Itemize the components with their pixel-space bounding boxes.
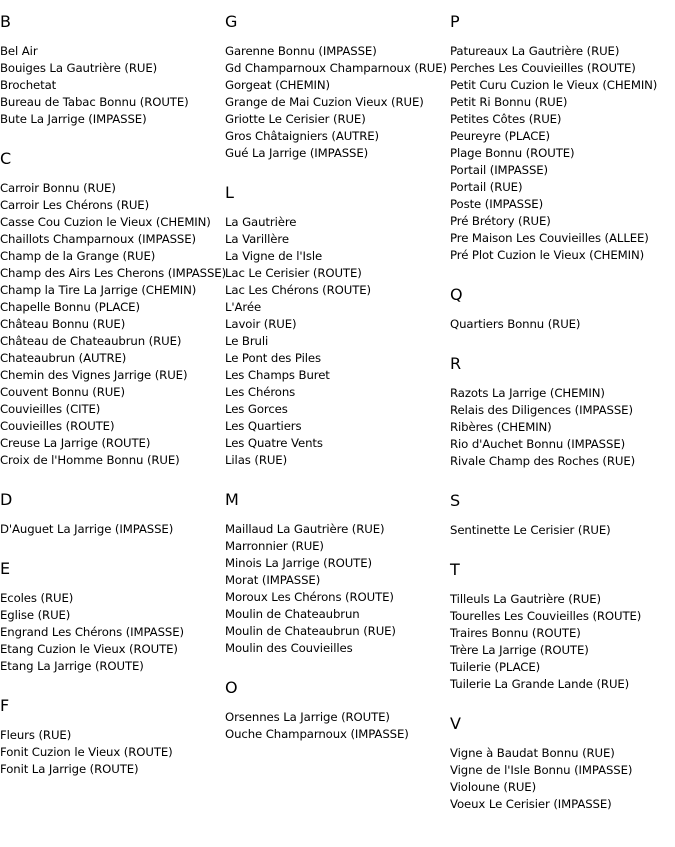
street-name: Pre Maison Les Couvieilles (ALLEE) (450, 231, 649, 245)
street-name: L'Arée (225, 300, 262, 314)
street-name: Traires Bonnu (ROUTE) (450, 626, 581, 640)
street-name: Etang Cuzion le Vieux (ROUTE) (0, 642, 178, 656)
street-name: Bouiges La Gautrière (RUE) (0, 61, 158, 75)
street-name: Château de Chateaubrun (RUE) (0, 334, 182, 348)
street-name: Voeux Le Cerisier (IMPASSE) (450, 797, 612, 811)
street-name: Brochetat (0, 78, 57, 92)
street-list (450, 316, 675, 333)
street-list (450, 591, 675, 693)
street-list (450, 522, 675, 539)
section-letter-heading: B (0, 12, 11, 31)
street-name: Marronnier (RUE) (225, 539, 324, 553)
street-name: Violoune (RUE) (450, 780, 537, 794)
street-list (450, 43, 675, 264)
letter-section (0, 693, 225, 778)
column-1 (0, 9, 225, 796)
street-list (225, 214, 450, 469)
street-name: Couvent Bonnu (RUE) (0, 385, 125, 399)
section-letter-heading: S (450, 491, 461, 510)
street-name: Eglise (RUE) (0, 608, 71, 622)
letter-section (450, 488, 675, 539)
street-name: Quartiers Bonnu (RUE) (450, 317, 581, 331)
street-name: Peureyre (PLACE) (450, 129, 551, 143)
street-name: Casse Cou Cuzion le Vieux (CHEMIN) (0, 215, 211, 229)
street-name: D'Auguet La Jarrige (IMPASSE) (0, 522, 174, 536)
street-name: Gd Champarnoux Champarnoux (RUE) (225, 61, 447, 75)
street-name: Poste (IMPASSE) (450, 197, 544, 211)
street-name: Chapelle Bonnu (PLACE) (0, 300, 140, 314)
letter-section (225, 180, 450, 469)
street-name: Les Chérons (225, 385, 296, 399)
letter-section (0, 556, 225, 675)
street-name: Relais des Diligences (IMPASSE) (450, 403, 633, 417)
section-letter-heading: M (225, 490, 239, 509)
street-name: Grange de Mai Cuzion Vieux (RUE) (225, 95, 424, 109)
street-list (0, 727, 225, 778)
street-name: Lac Les Chérons (ROUTE) (225, 283, 372, 297)
street-name: Bute La Jarrige (IMPASSE) (0, 112, 147, 126)
street-name: Gorgeat (CHEMIN) (225, 78, 331, 92)
section-letter-heading: R (450, 354, 462, 373)
street-name: Le Bruli (225, 334, 269, 348)
street-name: Champ de la Grange (RUE) (0, 249, 156, 263)
letter-section (450, 351, 675, 470)
street-name: Portail (RUE) (450, 180, 523, 194)
street-name: Morat (IMPASSE) (225, 573, 321, 587)
street-name: Pré Brétory (RUE) (450, 214, 551, 228)
section-letter-heading: T (450, 560, 460, 579)
street-name: Moulin de Chateaubrun (225, 607, 360, 621)
street-name: Garenne Bonnu (IMPASSE) (225, 44, 377, 58)
street-name: Tuilerie (PLACE) (450, 660, 541, 674)
street-name: Rivale Champ des Roches (RUE) (450, 454, 636, 468)
letter-section (450, 711, 675, 813)
street-name: La Vigne de l'Isle (225, 249, 323, 263)
street-name: Couvieilles (CITE) (0, 402, 101, 416)
street-name: Perches Les Couvieilles (ROUTE) (450, 61, 636, 75)
street-name: Lavoir (RUE) (225, 317, 297, 331)
street-name: Le Pont des Piles (225, 351, 321, 365)
street-name: Sentinette Le Cerisier (RUE) (450, 523, 611, 537)
street-name: La Varillère (225, 232, 289, 246)
street-list (225, 521, 450, 657)
street-list (0, 521, 225, 538)
street-name: Portail (IMPASSE) (450, 163, 549, 177)
street-name: Ecoles (RUE) (0, 591, 74, 605)
street-name: Chemin des Vignes Jarrige (RUE) (0, 368, 188, 382)
letter-section (0, 146, 225, 469)
street-name: Fleurs (RUE) (0, 728, 72, 742)
street-name: Griotte Le Cerisier (RUE) (225, 112, 366, 126)
street-name: Les Quartiers (225, 419, 302, 433)
street-name: Moulin des Couvieilles (225, 641, 353, 655)
street-list (225, 43, 450, 162)
street-list (225, 709, 450, 743)
street-name: Carroir Les Chérons (RUE) (0, 198, 150, 212)
street-list (0, 590, 225, 675)
section-letter-heading: P (450, 12, 460, 31)
street-name: Petit Ri Bonnu (RUE) (450, 95, 568, 109)
street-name: Moroux Les Chérons (ROUTE) (225, 590, 394, 604)
letter-section (0, 487, 225, 538)
street-name: Croix de l'Homme Bonnu (RUE) (0, 453, 180, 467)
street-name: Orsennes La Jarrige (ROUTE) (225, 710, 390, 724)
section-letter-heading: V (450, 714, 461, 733)
street-list (0, 43, 225, 128)
section-letter-heading: O (225, 678, 238, 697)
street-name: Creuse La Jarrige (ROUTE) (0, 436, 151, 450)
street-name: Petit Curu Cuzion le Vieux (CHEMIN) (450, 78, 658, 92)
street-name: Chaillots Champarnoux (IMPASSE) (0, 232, 196, 246)
section-letter-heading: Q (450, 285, 463, 304)
section-letter-heading: L (225, 183, 234, 202)
section-letter-heading: D (0, 490, 13, 509)
street-name: Moulin de Chateaubrun (RUE) (225, 624, 396, 638)
street-name: Lilas (RUE) (225, 453, 288, 467)
letter-section (450, 9, 675, 264)
street-name: Carroir Bonnu (RUE) (0, 181, 116, 195)
letter-section (450, 557, 675, 693)
street-name: Fonit La Jarrige (ROUTE) (0, 762, 139, 776)
street-name: Plage Bonnu (ROUTE) (450, 146, 575, 160)
street-name: Tuilerie La Grande Lande (RUE) (450, 677, 630, 691)
street-name: Les Champs Buret (225, 368, 330, 382)
section-letter-heading: E (0, 559, 11, 578)
section-letter-heading: F (0, 696, 10, 715)
street-name: Patureaux La Gautrière (RUE) (450, 44, 620, 58)
street-name: Lac Le Cerisier (ROUTE) (225, 266, 362, 280)
street-name: Gué La Jarrige (IMPASSE) (225, 146, 369, 160)
street-name: Vigne de l'Isle Bonnu (IMPASSE) (450, 763, 633, 777)
letter-section (225, 9, 450, 162)
street-name: Minois La Jarrige (ROUTE) (225, 556, 372, 570)
street-name: La Gautrière (225, 215, 297, 229)
street-name: Château Bonnu (RUE) (0, 317, 126, 331)
street-list (450, 745, 675, 813)
column-3 (450, 9, 675, 831)
street-name: Fonit Cuzion le Vieux (ROUTE) (0, 745, 173, 759)
street-name: Tourelles Les Couvieilles (ROUTE) (450, 609, 642, 623)
street-name: Champ la Tire La Jarrige (CHEMIN) (0, 283, 197, 297)
street-name: Tilleuls La Gautrière (RUE) (450, 592, 601, 606)
street-name: Rio d'Auchet Bonnu (IMPASSE) (450, 437, 626, 451)
street-name: Bel Air (0, 44, 38, 58)
street-name: Gros Châtaigniers (AUTRE) (225, 129, 379, 143)
street-name: Etang La Jarrige (ROUTE) (0, 659, 144, 673)
street-name: Ribères (CHEMIN) (450, 420, 552, 434)
street-name: Bureau de Tabac Bonnu (ROUTE) (0, 95, 189, 109)
street-list (450, 385, 675, 470)
street-name: Vigne à Baudat Bonnu (RUE) (450, 746, 615, 760)
letter-section (225, 675, 450, 743)
street-name: Petites Côtes (RUE) (450, 112, 562, 126)
street-name: Couvieilles (ROUTE) (0, 419, 115, 433)
street-name: Les Gorces (225, 402, 288, 416)
letter-section (225, 487, 450, 657)
street-name: Trère La Jarrige (ROUTE) (450, 643, 589, 657)
column-2 (225, 9, 450, 761)
letter-section (0, 9, 225, 128)
section-letter-heading: G (225, 12, 238, 31)
street-name: Pré Plot Cuzion le Vieux (CHEMIN) (450, 248, 645, 262)
street-name: Razots La Jarrige (CHEMIN) (450, 386, 605, 400)
street-name: Engrand Les Chérons (IMPASSE) (0, 625, 184, 639)
street-name: Champ des Airs Les Cherons (IMPASSE) (0, 266, 227, 280)
letter-section (450, 282, 675, 333)
street-name: Ouche Champarnoux (IMPASSE) (225, 727, 409, 741)
street-list (0, 180, 225, 469)
street-name: Les Quatre Vents (225, 436, 323, 450)
street-name: Maillaud La Gautrière (RUE) (225, 522, 385, 536)
street-name: Chateaubrun (AUTRE) (0, 351, 127, 365)
section-letter-heading: C (0, 149, 12, 168)
